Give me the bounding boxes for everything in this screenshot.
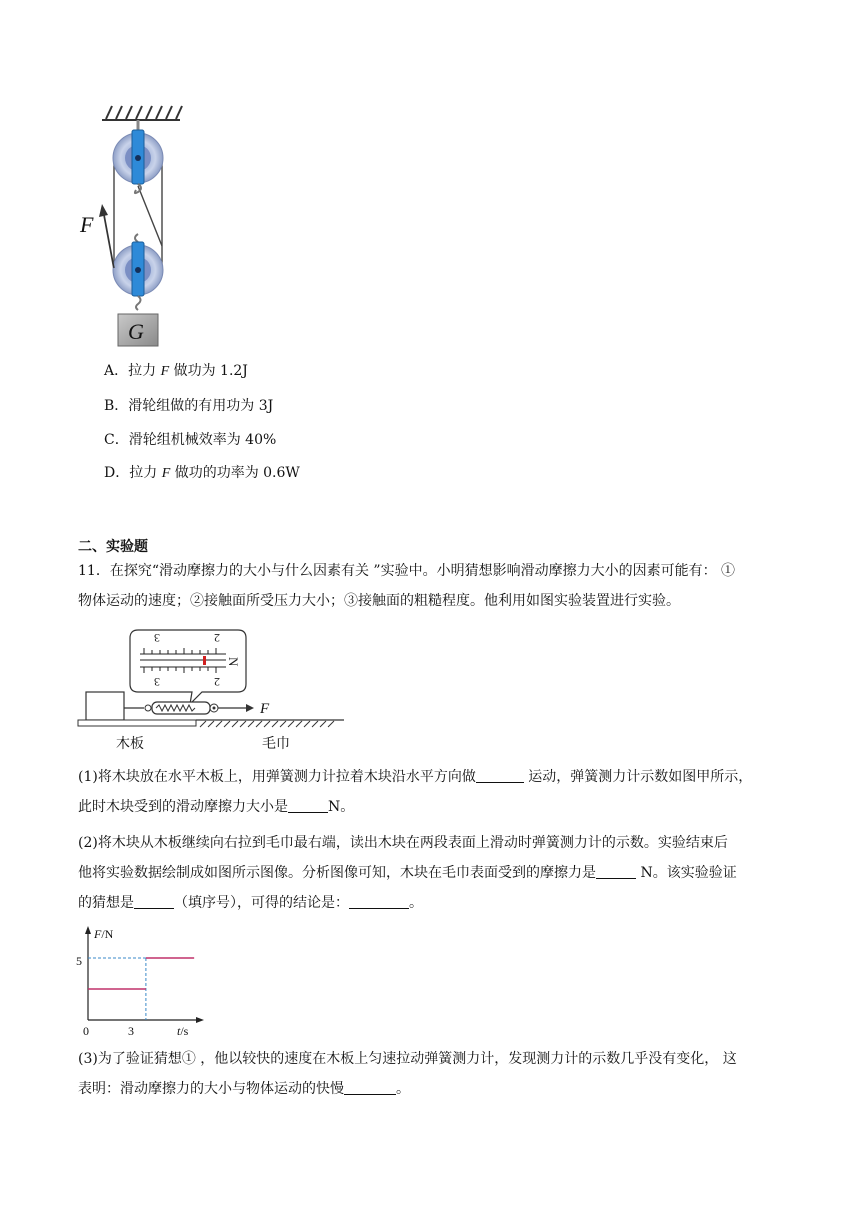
part-3: (3)为了验证猜想① ，他以较快的速度在木板上匀速拉动弹簧测力计，发现测力计的示数几乎没有变化， 这 表明：滑动摩擦力的大小与物体运动的快慢 。	[78, 1051, 737, 1097]
board-label: 木板	[116, 737, 144, 752]
wood-block	[86, 692, 124, 720]
pulley-figure	[74, 98, 194, 348]
question-11-intro	[78, 556, 784, 616]
force-arrow	[99, 204, 114, 268]
scale-mark-top-left: 3	[154, 631, 160, 645]
scale-unit: N	[226, 657, 241, 667]
ceiling-hatch	[102, 106, 182, 132]
x-axis-label: t/s	[177, 1024, 189, 1036]
intro-line-1: 11．在探究“滑动摩擦力的大小与什么因素有关 ”实验中。小明猜想影响滑动摩擦力大小的因素可能有： ①	[78, 563, 736, 579]
force-label: F	[80, 212, 94, 237]
apparatus-figure	[76, 628, 348, 754]
option-b: B．滑轮组做的有用功为 3J	[104, 398, 274, 414]
scale-mark-bottom-right: 2	[214, 675, 220, 689]
pull-force-label: F	[260, 701, 270, 717]
movable-pulley	[113, 234, 163, 310]
answer-blank-conclusion[interactable]	[349, 894, 409, 909]
option-a: A．拉力 F 做功为 1.2J	[104, 363, 248, 379]
weight-label: G	[128, 319, 144, 344]
fixed-pulley	[113, 130, 163, 193]
scale-mark-bottom-left: 3	[154, 675, 160, 689]
origin-label: 0	[83, 1024, 89, 1036]
answer-blank-motion[interactable]	[476, 768, 524, 783]
scale-mark-top-right: 2	[214, 631, 220, 645]
spring-scale	[145, 702, 218, 714]
answer-blank-towel-friction[interactable]	[596, 864, 636, 879]
force-time-chart	[74, 924, 210, 1036]
pull-arrow	[246, 704, 254, 712]
y-axis-label: F/N	[94, 927, 114, 941]
x-tick-label: 3	[128, 1024, 134, 1036]
answer-blank-friction[interactable]	[288, 798, 328, 813]
y-tick-label: 5	[76, 954, 82, 968]
part-2: (2)将木块从木板继续向右拉到毛巾最右端，读出木块在两段表面上滑动时弹簧测力计的示数。实验结束后 他将实验数据绘制成如图所示图像。分析图像可知，木块在毛巾表面受到的摩擦力是 N。该实验验证 的猜想是 （填序号），可得的结论是： 。	[78, 835, 737, 911]
option-c: C．滑轮组机械效率为 40%	[104, 432, 277, 448]
answer-blank-hypothesis[interactable]	[134, 894, 174, 909]
intro-line-2: 物体运动的速度；②接触面所受压力大小；③接触面的粗糙程度。他利用如图实验装置进行实验。	[78, 593, 680, 609]
wood-board	[78, 720, 196, 726]
answer-blank-speed[interactable]	[344, 1080, 396, 1095]
option-d: D．拉力 F 做功的功率为 0.6W	[104, 465, 300, 481]
part-1: (1)将木块放在水平木板上，用弹簧测力计拉着木块沿水平方向做 运动，弹簧测力计示数如图甲所示， 此时木块受到的滑动摩擦力大小是 N。	[78, 769, 753, 815]
section-title: 二、实验题	[78, 539, 148, 555]
towel-label: 毛巾	[262, 737, 290, 752]
